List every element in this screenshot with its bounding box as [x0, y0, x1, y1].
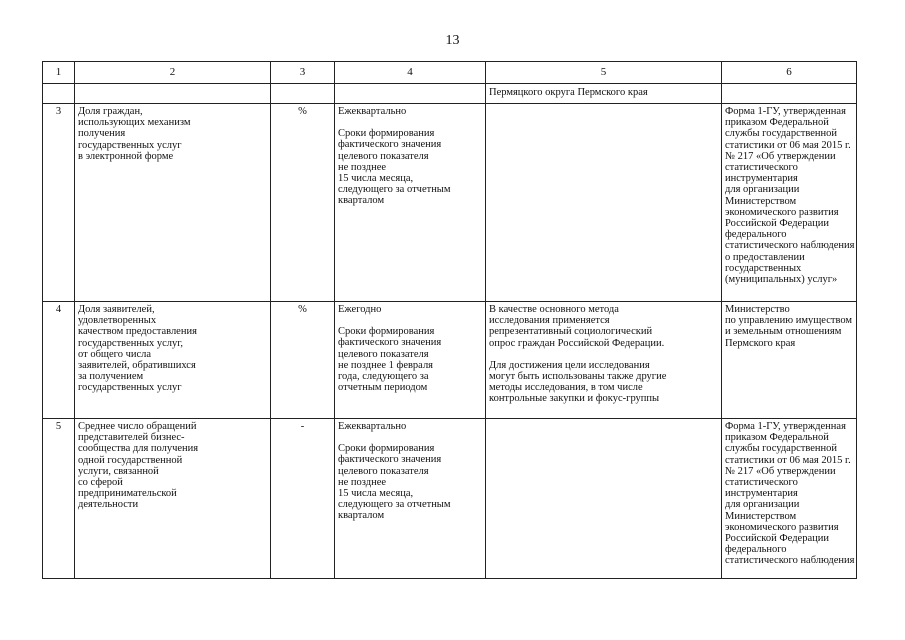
- text-line: статистического наблюдения: [725, 240, 855, 252]
- column-number-row: [43, 62, 857, 84]
- text-line: в электронной форме: [78, 150, 174, 162]
- col-header-2: 2: [75, 62, 271, 84]
- text-line: со сферой: [78, 477, 123, 489]
- row-number: 4: [43, 302, 75, 419]
- text-line: сообщества для получения: [78, 443, 199, 455]
- page-number: 13: [445, 33, 460, 48]
- text-line: отчетным периодом: [338, 382, 428, 394]
- text-line: инструментария: [725, 173, 798, 185]
- text-line: предпринимательской: [78, 488, 177, 500]
- method: [486, 302, 722, 419]
- text-line: государственных услуг: [78, 139, 182, 151]
- paragraph-gap: [338, 117, 482, 128]
- indicator-name: [75, 104, 271, 302]
- unit: %: [271, 104, 335, 302]
- text-line: услуги, связанной: [78, 465, 159, 477]
- continuation-row: [43, 84, 857, 104]
- text-line: деятельности: [78, 499, 139, 511]
- text-line: использующих механизм: [78, 117, 191, 129]
- text-line: статистического: [725, 162, 798, 174]
- text-line: целевого показателя: [338, 465, 429, 477]
- text-line: службы государственной: [725, 443, 837, 455]
- text-line: следующего за отчетным: [338, 184, 451, 196]
- text-line: Пермского края: [725, 337, 796, 349]
- text-line: № 217 «Об утверждении: [725, 150, 836, 162]
- method: [486, 419, 722, 579]
- source: [722, 419, 857, 579]
- method: [486, 104, 722, 302]
- unit: -: [271, 419, 335, 579]
- text-line: статистического наблюдения: [725, 555, 855, 567]
- text-line: года, следующего за: [338, 371, 429, 383]
- periodicity: [335, 419, 486, 579]
- text-line: экономического развития: [725, 206, 839, 218]
- text-line: Форма 1-ГУ, утвержденная: [725, 106, 846, 117]
- text-line: по управлению имуществом: [725, 315, 853, 327]
- text-line: Ежеквартально: [338, 106, 407, 117]
- text-line: 15 числа месяца,: [338, 488, 414, 500]
- col-header-1: 1: [43, 62, 75, 84]
- text-line: Ежегодно: [338, 304, 382, 315]
- text-line: Сроки формирования: [338, 128, 435, 140]
- text-line: не позднее 1 февраля: [338, 359, 434, 371]
- text-line: статистики от 06 мая 2015 г.: [725, 139, 851, 151]
- text-line: Форма 1-ГУ, утвержденная: [725, 421, 846, 432]
- text-line: экономического развития: [725, 521, 839, 533]
- table-row: [43, 302, 857, 419]
- text-line: не позднее: [338, 476, 387, 488]
- text-line: получения: [78, 128, 126, 140]
- text-line: фактического значения: [338, 337, 442, 349]
- text-line: за получением: [78, 371, 144, 383]
- text-line: Сроки формирования: [338, 326, 435, 338]
- text-line: репрезентативный социологический: [489, 326, 653, 338]
- text-line: статистического: [725, 477, 798, 489]
- text-line: федерального: [725, 544, 787, 556]
- paragraph-gap: [338, 432, 482, 443]
- text-line: Сроки формирования: [338, 443, 435, 455]
- text-line: опрос граждан Российской Федерации.: [489, 337, 665, 349]
- text-line: Министерство: [725, 304, 790, 315]
- table-row: [43, 104, 857, 302]
- text-line: государственных: [725, 262, 802, 274]
- text-line: удовлетворенных: [78, 315, 157, 327]
- text-line: федерального: [725, 229, 787, 241]
- text-line: 15 числа месяца,: [338, 173, 414, 185]
- text-line: Министерством: [725, 195, 797, 207]
- text-line: методы исследования, в том числе: [489, 382, 643, 394]
- col-header-4: 4: [335, 62, 486, 84]
- text-line: приказом Федеральной: [725, 432, 829, 444]
- indicator-name: [75, 419, 271, 579]
- text-line: качеством предоставления: [78, 326, 197, 338]
- text-line: В качестве основного метода: [489, 304, 619, 315]
- text-line: контрольные закупки и фокус-группы: [489, 393, 660, 405]
- periodicity: [335, 104, 486, 302]
- text-line: Министерством: [725, 510, 797, 522]
- text-line: могут быть использованы также другие: [489, 371, 667, 383]
- unit: %: [271, 302, 335, 419]
- text-line: фактического значения: [338, 139, 442, 151]
- periodicity: [335, 302, 486, 419]
- col-header-3: 3: [271, 62, 335, 84]
- text-line: заявителей, обратившихся: [78, 360, 196, 372]
- col-header-5: 5: [486, 62, 722, 84]
- source: [722, 302, 857, 419]
- indicator-name: [75, 302, 271, 419]
- text-line: Среднее число обращений: [78, 421, 197, 432]
- paragraph-gap: [338, 315, 482, 326]
- text-line: исследования применяется: [489, 315, 610, 327]
- text-line: и земельным отношениям: [725, 326, 842, 338]
- text-line: приказом Федеральной: [725, 117, 829, 129]
- row-number: 5: [43, 419, 75, 579]
- indicators-table: [42, 61, 857, 579]
- text-line: представителей бизнес-: [78, 432, 185, 444]
- text-line: Российской Федерации: [725, 533, 829, 545]
- text-line: следующего за отчетным: [338, 499, 451, 511]
- text-line: Доля заявителей,: [78, 304, 155, 315]
- text-line: службы государственной: [725, 128, 837, 140]
- text-line: (муниципальных) услуг»: [725, 274, 838, 286]
- col-header-6: 6: [722, 62, 857, 84]
- text-line: государственных услуг,: [78, 337, 184, 349]
- text-line: № 217 «Об утверждении: [725, 465, 836, 477]
- text-line: не позднее: [338, 161, 387, 173]
- paragraph-gap: [489, 349, 718, 360]
- text-line: о предоставлении: [725, 251, 805, 263]
- text-line: для организации: [725, 499, 800, 511]
- text-line: целевого показателя: [338, 150, 429, 162]
- text-line: государственных услуг: [78, 382, 182, 394]
- text-line: статистики от 06 мая 2015 г.: [725, 454, 851, 466]
- text-line: Ежеквартально: [338, 421, 407, 432]
- text-line: фактического значения: [338, 454, 442, 466]
- text-line: от общего числа: [78, 348, 152, 360]
- text-line: кварталом: [338, 510, 385, 522]
- text-line: одной государственной: [78, 454, 183, 466]
- text-line: Российской Федерации: [725, 218, 829, 230]
- text-line: Доля граждан,: [78, 106, 143, 117]
- text-line: инструментария: [725, 488, 798, 500]
- table-row: [43, 419, 857, 579]
- text-line: кварталом: [338, 195, 385, 207]
- text-line: целевого показателя: [338, 348, 429, 360]
- source: [722, 104, 857, 302]
- text-line: для организации: [725, 184, 800, 196]
- text-line: Для достижения цели исследования: [489, 359, 650, 371]
- continuation-text: Пермяцкого округа Пермского края: [486, 84, 722, 104]
- row-number: 3: [43, 104, 75, 302]
